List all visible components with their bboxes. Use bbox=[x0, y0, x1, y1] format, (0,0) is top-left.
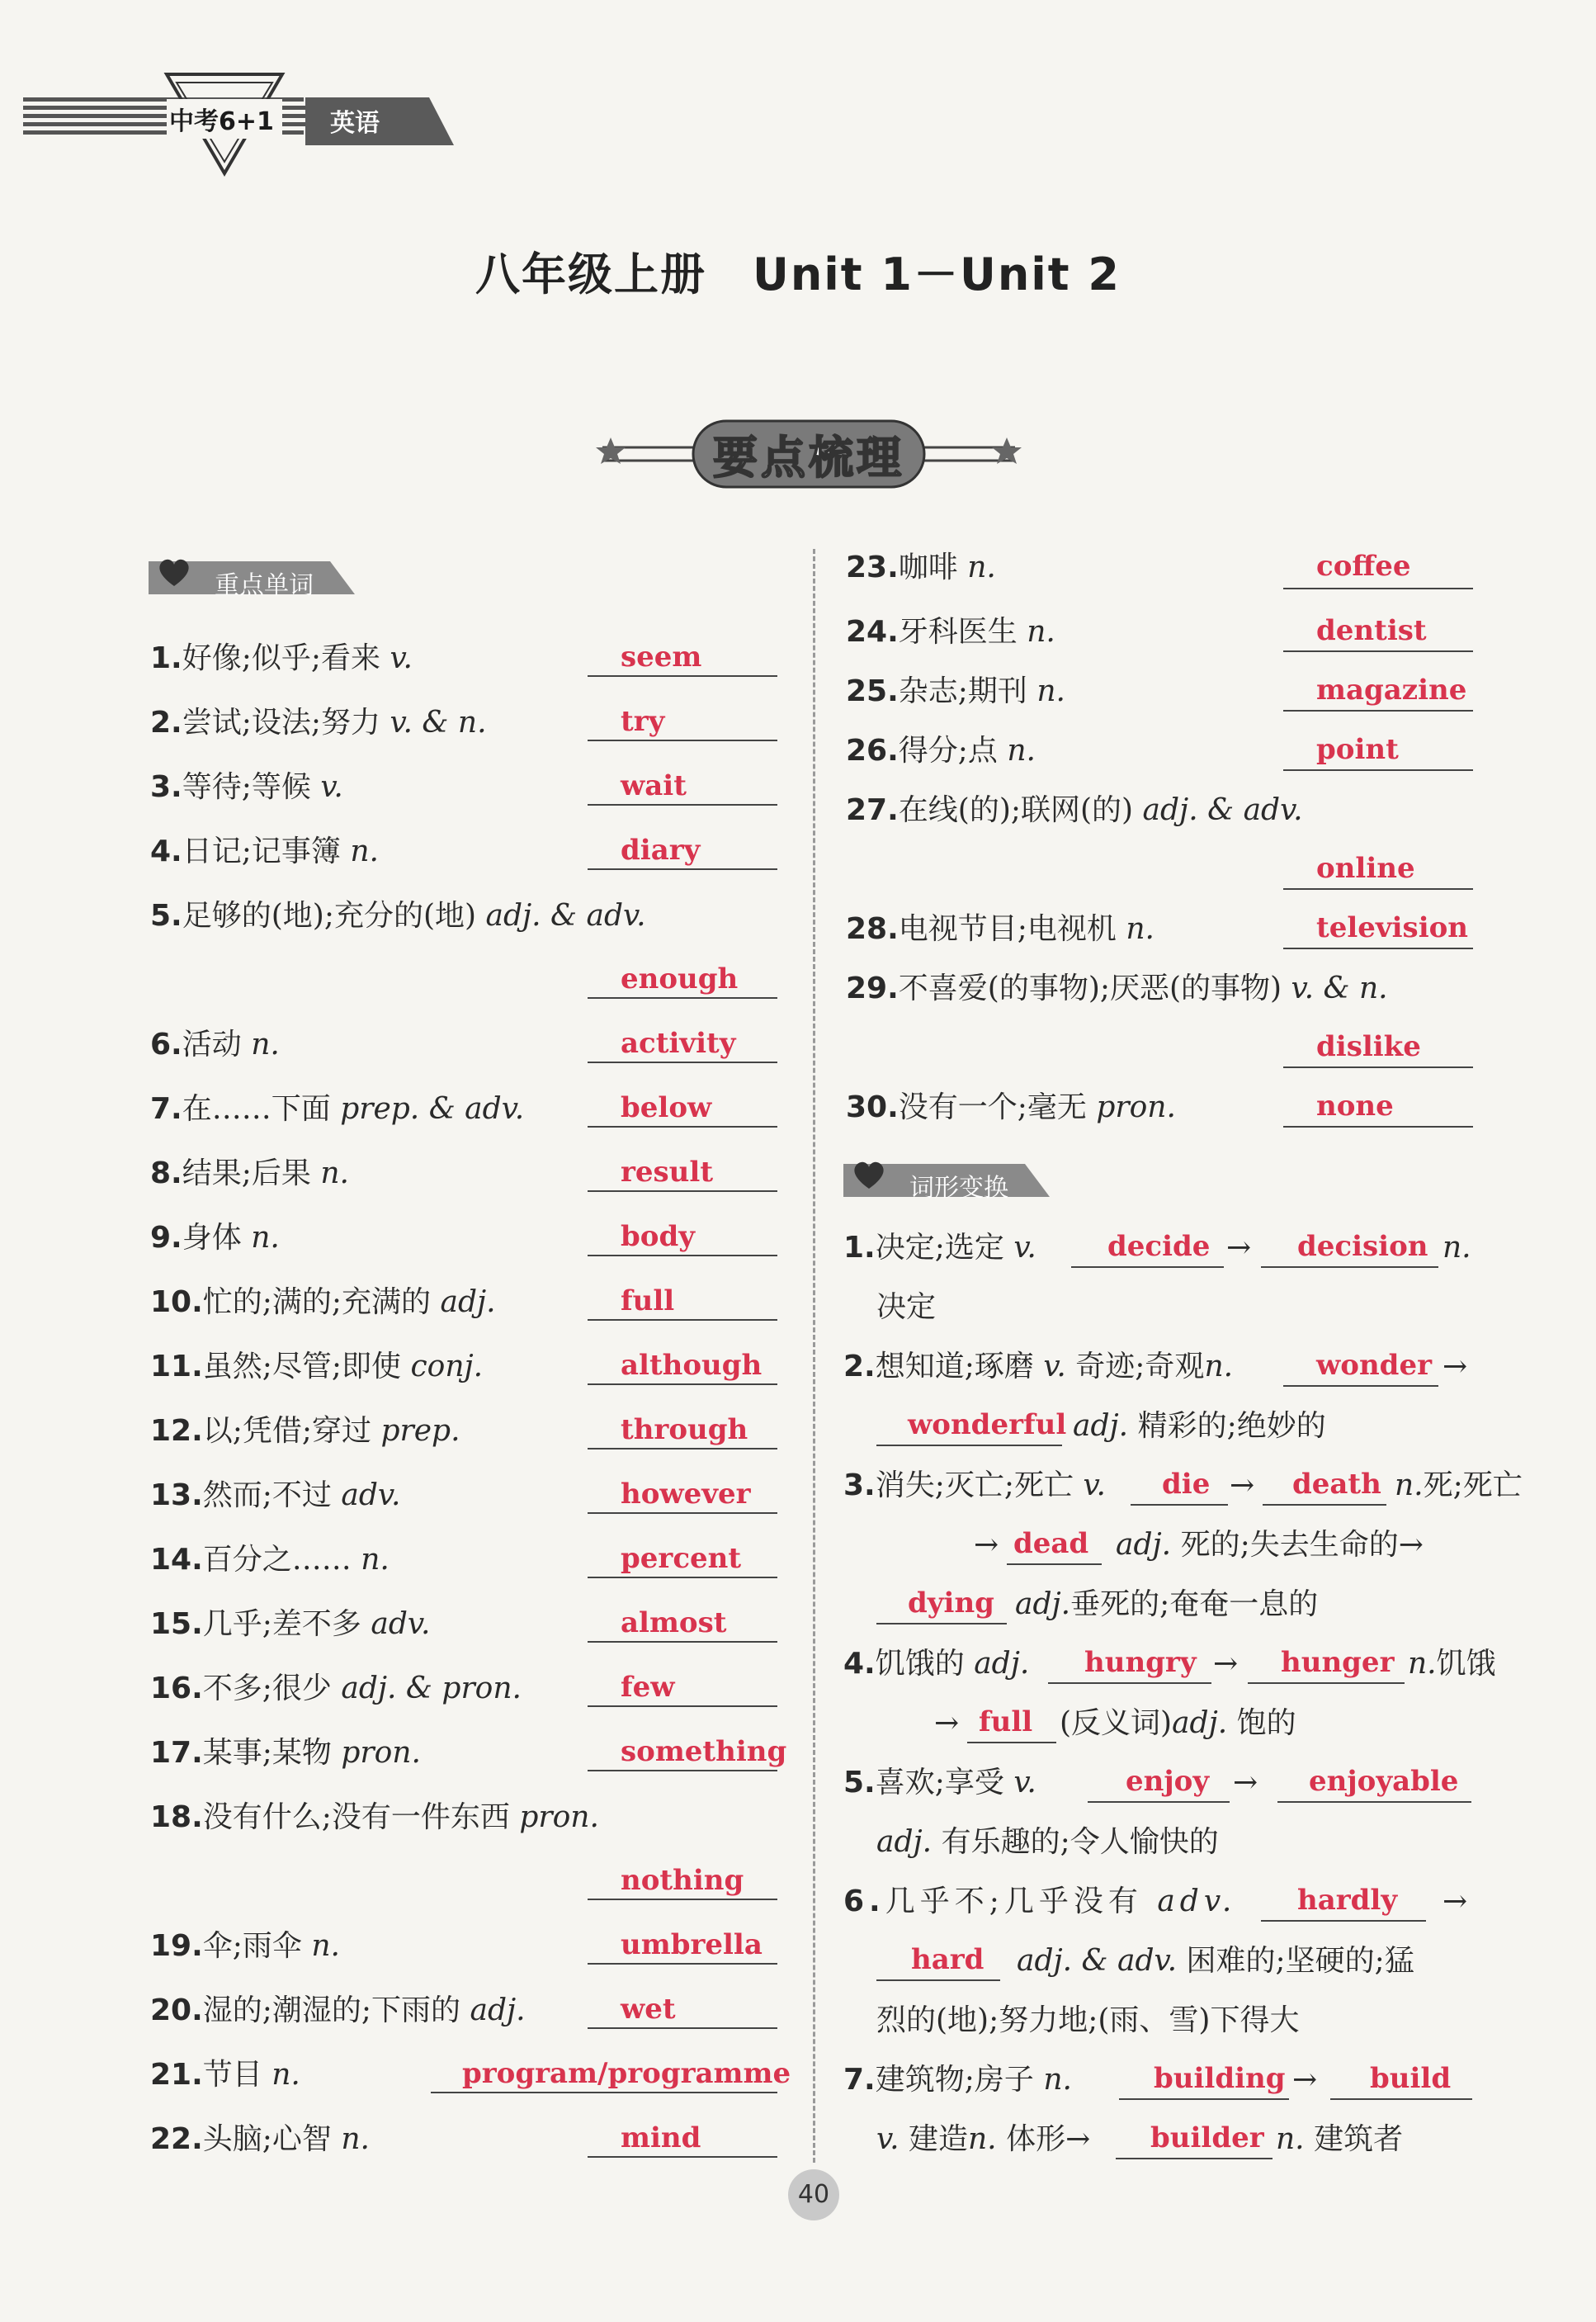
section-label: 重点单词 bbox=[215, 571, 314, 600]
answer-line bbox=[1283, 650, 1473, 652]
form7-meaning: v. 建造n. 体形→ bbox=[876, 2122, 1091, 2156]
answer-line bbox=[1277, 1801, 1471, 1803]
subject-label: 英语 bbox=[330, 109, 380, 138]
answer-6: activity bbox=[621, 1027, 736, 1060]
word-item-14: 14.百分之…… n. bbox=[150, 1543, 390, 1577]
answer-line bbox=[1261, 1920, 1426, 1922]
form4-meaning-b: n.饥饿 bbox=[1408, 1647, 1496, 1681]
answer-line bbox=[588, 997, 777, 999]
form-item-7: 7.建筑物;房子 n. bbox=[843, 2063, 1072, 2097]
answer-line bbox=[588, 1126, 777, 1128]
answer-12: through bbox=[621, 1413, 748, 1446]
word-item-7: 7.在……下面 prep. & adv. bbox=[150, 1092, 525, 1126]
answer-line bbox=[1116, 2158, 1273, 2159]
answer-15: almost bbox=[621, 1606, 727, 1639]
form-item-4: 4.饥饿的 adj. bbox=[843, 1647, 1030, 1681]
word-item-23: 23.咖啡 n. bbox=[846, 551, 996, 584]
form4-answer-c: full bbox=[979, 1705, 1033, 1738]
word-item-6: 6.活动 n. bbox=[150, 1028, 280, 1062]
form2-answer-a: wonder bbox=[1316, 1349, 1432, 1382]
answer-2: try bbox=[621, 705, 665, 738]
form5-meaning: adj. 有乐趣的;令人愉快的 bbox=[876, 1825, 1219, 1859]
answer-line bbox=[588, 1641, 777, 1643]
answer-line bbox=[1283, 888, 1473, 890]
answer-30: none bbox=[1316, 1090, 1394, 1123]
form1-meaning: 决定 bbox=[876, 1290, 937, 1324]
answer-8: result bbox=[621, 1156, 714, 1189]
section-key-words bbox=[149, 558, 363, 600]
form7-answer-b: build bbox=[1370, 2062, 1452, 2095]
form4-answer-b: hunger bbox=[1281, 1646, 1395, 1679]
series-name: 中考6+1 bbox=[169, 107, 274, 136]
word-item-10: 10.忙的;满的;充满的 adj. bbox=[150, 1285, 496, 1319]
form5-answer-a: enjoy bbox=[1126, 1765, 1210, 1798]
word-item-17: 17.某事;某物 pron. bbox=[150, 1736, 421, 1770]
word-item-15: 15.几乎;差不多 adv. bbox=[150, 1607, 431, 1641]
word-item-1: 1.好像;似乎;看来 v. bbox=[150, 641, 413, 675]
answer-line bbox=[1330, 2098, 1472, 2100]
form4-answer-a: hungry bbox=[1084, 1646, 1197, 1679]
answer-25: magazine bbox=[1316, 674, 1467, 707]
form6-meaning: adj. & adv. 困难的;坚硬的;猛 bbox=[1017, 1944, 1414, 1978]
answer-line bbox=[588, 1062, 777, 1063]
answer-line bbox=[588, 1512, 777, 1514]
word-item-9: 9.身体 n. bbox=[150, 1221, 280, 1255]
word-item-29: 29.不喜爱(的事物);厌恶(的事物) v. & n. bbox=[846, 972, 1388, 1005]
answer-18: nothing bbox=[621, 1864, 744, 1897]
answer-line bbox=[588, 1770, 777, 1771]
form-item-2: 2.想知道;琢磨 v. 奇迹;奇观n. bbox=[843, 1350, 1234, 1383]
answer-line bbox=[588, 1963, 777, 1965]
column-divider bbox=[813, 549, 815, 2163]
answer-line bbox=[1283, 710, 1473, 712]
form-item-3: 3.消失;灭亡;死亡 v. bbox=[843, 1468, 1106, 1502]
answer-19: umbrella bbox=[621, 1928, 763, 1961]
form-item-6: 6.几乎不;几乎没有 adv. bbox=[843, 1885, 1237, 1918]
word-item-21: 21.节目 n. bbox=[150, 2058, 300, 2092]
word-item-26: 26.得分;点 n. bbox=[846, 734, 1036, 768]
answer-line bbox=[1119, 2098, 1289, 2100]
page-number: 40 bbox=[788, 2169, 839, 2220]
answer-line bbox=[1071, 1266, 1224, 1268]
word-item-16: 16.不多;很少 adj. & pron. bbox=[150, 1672, 522, 1705]
answer-line bbox=[588, 1577, 777, 1578]
answer-16: few bbox=[621, 1671, 675, 1704]
word-item-3: 3.等待;等候 v. bbox=[150, 770, 343, 804]
form5-answer-b: enjoyable bbox=[1309, 1765, 1459, 1798]
answer-line bbox=[431, 2092, 777, 2093]
answer-20: wet bbox=[621, 1993, 676, 2026]
form7-answer-a: building bbox=[1154, 2062, 1286, 2095]
form6-meaning-cont: 烈的(地);努力地;(雨、雪)下得大 bbox=[876, 2003, 1300, 2037]
word-item-27: 27.在线(的);联网(的) adj. & adv. bbox=[846, 793, 1303, 827]
word-item-5: 5.足够的(地);充分的(地) adj. & adv. bbox=[150, 899, 646, 933]
word-item-22: 22.头脑;心智 n. bbox=[150, 2122, 371, 2156]
arrow-icon: → bbox=[974, 1528, 999, 1562]
word-item-2: 2.尝试;设法;努力 v. & n. bbox=[150, 706, 487, 740]
answer-7: below bbox=[621, 1091, 712, 1124]
answer-line bbox=[1048, 1682, 1211, 1684]
word-item-18: 18.没有什么;没有一件东西 pron. bbox=[150, 1800, 599, 1834]
form3-meaning-b: n.死;死亡 bbox=[1395, 1468, 1523, 1502]
word-item-12: 12.以;凭借;穿过 prep. bbox=[150, 1414, 460, 1448]
answer-line bbox=[876, 1979, 1000, 1981]
word-item-24: 24.牙科医生 n. bbox=[846, 615, 1055, 649]
answer-line bbox=[1263, 1504, 1386, 1506]
answer-line bbox=[1283, 1126, 1473, 1128]
arrow-icon: → bbox=[1213, 1647, 1239, 1681]
word-item-25: 25.杂志;期刊 n. bbox=[846, 674, 1066, 708]
word-item-4: 4.日记;记事簿 n. bbox=[150, 835, 379, 868]
form3-answer-c: dead bbox=[1013, 1527, 1089, 1560]
answer-line bbox=[1261, 1266, 1438, 1268]
form4-meaning-c: (反义词)adj. 饱的 bbox=[1060, 1706, 1296, 1740]
arrow-icon: → bbox=[1443, 1885, 1468, 1918]
arrow-icon: → bbox=[1230, 1468, 1255, 1502]
answer-9: body bbox=[621, 1220, 695, 1253]
answer-line bbox=[1283, 769, 1473, 771]
answer-28: television bbox=[1316, 911, 1469, 944]
answer-line bbox=[1283, 948, 1473, 949]
page-title: 八年级上册 Unit 1－Unit 2 bbox=[475, 248, 1121, 300]
heart-icon bbox=[157, 555, 191, 589]
answer-line bbox=[588, 1899, 777, 1900]
answer-line bbox=[588, 804, 777, 806]
word-item-19: 19.伞;雨伞 n. bbox=[150, 1929, 341, 1963]
answer-line bbox=[1007, 1563, 1102, 1565]
answer-line bbox=[588, 1383, 777, 1385]
answer-4: diary bbox=[621, 834, 701, 867]
section-word-forms bbox=[843, 1161, 1058, 1203]
form2-answer-b: wonderful bbox=[908, 1408, 1067, 1441]
arrow-icon: → bbox=[1443, 1350, 1468, 1383]
answer-line bbox=[588, 868, 777, 870]
form1-answer-a: decide bbox=[1107, 1230, 1211, 1263]
arrow-icon: → bbox=[1292, 2063, 1318, 2097]
answer-line bbox=[588, 1448, 777, 1449]
answer-11: although bbox=[621, 1349, 763, 1382]
answer-line bbox=[876, 1623, 1007, 1624]
form2-meaning: adj. 精彩的;绝妙的 bbox=[1073, 1409, 1326, 1443]
word-item-13: 13.然而;不过 adv. bbox=[150, 1478, 401, 1512]
word-item-8: 8.结果;后果 n. bbox=[150, 1156, 349, 1190]
word-item-20: 20.湿的;潮湿的;下雨的 adj. bbox=[150, 1993, 526, 2027]
answer-line bbox=[876, 1445, 1062, 1446]
arrow-icon: → bbox=[1233, 1766, 1258, 1799]
answer-22: mind bbox=[621, 2121, 701, 2154]
word-item-30: 30.没有一个;毫无 pron. bbox=[846, 1090, 1176, 1124]
arrow-icon: → bbox=[1226, 1231, 1252, 1265]
banner-title: 要点梳理 bbox=[713, 432, 904, 484]
answer-1: seem bbox=[621, 641, 702, 674]
answer-line bbox=[588, 675, 777, 677]
form3-answer-a: die bbox=[1162, 1468, 1211, 1501]
form7-answer-c: builder bbox=[1150, 2121, 1264, 2154]
answer-17: something bbox=[621, 1735, 787, 1768]
answer-14: percent bbox=[621, 1542, 742, 1575]
form1-pos: n. bbox=[1443, 1231, 1471, 1265]
form3-answer-b: death bbox=[1292, 1468, 1381, 1501]
answer-line bbox=[1283, 1066, 1473, 1068]
answer-line bbox=[1131, 1504, 1228, 1506]
answer-26: point bbox=[1316, 733, 1399, 766]
answer-21: program/programme bbox=[462, 2057, 791, 2090]
answer-line bbox=[1283, 1385, 1438, 1387]
section-label: 词形变换 bbox=[909, 1174, 1008, 1203]
answer-29: dislike bbox=[1316, 1030, 1421, 1063]
form3-meaning-d: adj.垂死的;奄奄一息的 bbox=[1015, 1587, 1319, 1621]
answer-line bbox=[588, 1255, 777, 1256]
answer-line bbox=[967, 1742, 1056, 1743]
answer-line bbox=[1088, 1801, 1230, 1803]
answer-line bbox=[588, 1190, 777, 1192]
answer-line bbox=[588, 1705, 777, 1707]
answer-24: dentist bbox=[1316, 614, 1427, 647]
answer-3: wait bbox=[621, 769, 687, 802]
answer-line bbox=[588, 2027, 777, 2029]
form-item-1: 1.决定;选定 v. bbox=[843, 1231, 1036, 1265]
form6-answer-a: hardly bbox=[1297, 1884, 1398, 1917]
form3-answer-d: dying bbox=[908, 1587, 994, 1620]
answer-10: full bbox=[621, 1284, 675, 1317]
form-item-5: 5.喜欢;享受 v. bbox=[843, 1766, 1036, 1799]
answer-line bbox=[588, 740, 777, 741]
answer-line bbox=[1283, 588, 1473, 589]
answer-line bbox=[588, 1319, 777, 1321]
answer-line bbox=[588, 2156, 777, 2158]
answer-5: enough bbox=[621, 962, 739, 995]
word-item-11: 11.虽然;尽管;即使 conj. bbox=[150, 1350, 484, 1383]
answer-27: online bbox=[1316, 852, 1415, 885]
form3-meaning-c: adj. 死的;失去生命的→ bbox=[1116, 1528, 1424, 1562]
answer-13: however bbox=[621, 1478, 751, 1511]
form1-answer-b: decision bbox=[1297, 1230, 1428, 1263]
form7-meaning-c: n. 建筑者 bbox=[1276, 2122, 1404, 2156]
answer-line bbox=[1248, 1682, 1405, 1684]
arrow-icon: → bbox=[934, 1706, 960, 1740]
word-item-28: 28.电视节目;电视机 n. bbox=[846, 912, 1155, 946]
answer-23: coffee bbox=[1316, 550, 1411, 583]
subject-tag bbox=[305, 97, 454, 145]
form6-answer-b: hard bbox=[911, 1943, 985, 1976]
heart-icon bbox=[852, 1157, 886, 1192]
